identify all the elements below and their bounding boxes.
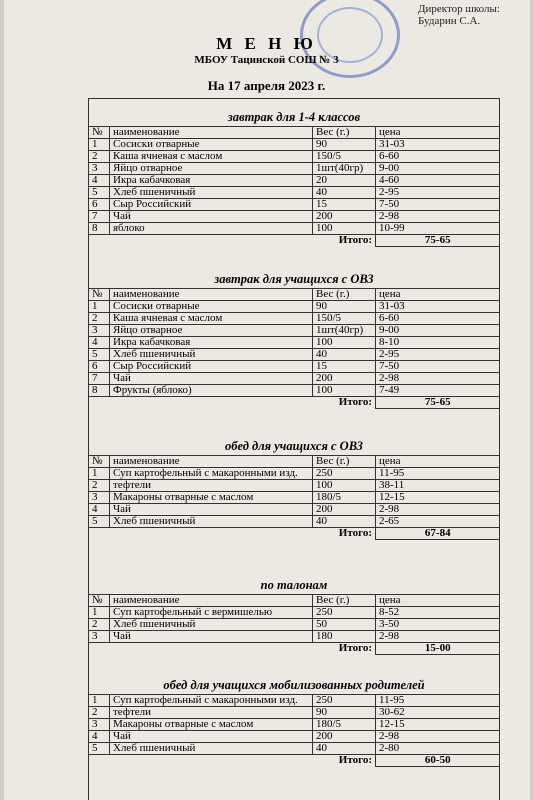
total-value: 67-84: [376, 528, 500, 540]
table-cell: 11-95: [376, 695, 500, 707]
table-row: [89, 349, 500, 361]
total-row: [89, 235, 500, 247]
total-label: Итого:: [338, 642, 372, 655]
table-cell: 90: [313, 707, 376, 719]
table-cell: 8-52: [376, 607, 500, 619]
table-cell: 15: [313, 199, 376, 211]
column-header: наименование: [110, 456, 313, 468]
menu-section: [88, 437, 500, 540]
table-row: [89, 187, 500, 199]
table-cell: Суп картофельный с макаронными изд.: [110, 695, 313, 707]
column-header: №: [89, 456, 110, 468]
total-value: 75-65: [376, 235, 500, 247]
table-cell: 7-50: [376, 199, 500, 211]
table-cell: 9-00: [376, 325, 500, 337]
table-cell: 250: [313, 468, 376, 480]
table-row: [89, 504, 500, 516]
table-cell: Макароны отварные с маслом: [110, 492, 313, 504]
table-cell: тефтели: [110, 707, 313, 719]
table-cell: 250: [313, 607, 376, 619]
table-cell: 2: [89, 480, 110, 492]
table-row: [89, 301, 500, 313]
table-cell: Суп картофельный с вермишелью: [110, 607, 313, 619]
table-cell: 180/5: [313, 719, 376, 731]
column-header: Вес (г.): [313, 595, 376, 607]
column-header: наименование: [110, 595, 313, 607]
table-cell: Сыр Российский: [110, 199, 313, 211]
table-cell: 7-50: [376, 361, 500, 373]
table-header-row: [89, 595, 500, 607]
table-cell: 2: [89, 313, 110, 325]
table-cell: 200: [313, 731, 376, 743]
table-cell: 31-03: [376, 301, 500, 313]
table-cell: Яйцо отварное: [110, 325, 313, 337]
table-cell: 8: [89, 385, 110, 397]
total-row: [89, 397, 500, 409]
section-title: обед для учащихся мобилизованных родителей: [163, 678, 425, 692]
table-cell: 100: [313, 480, 376, 492]
table-cell: 15: [313, 361, 376, 373]
table-cell: 90: [313, 139, 376, 151]
column-header: цена: [376, 289, 500, 301]
table-header-row: [89, 456, 500, 468]
table-cell: Хлеб пшеничный: [110, 349, 313, 361]
table-row: [89, 631, 500, 643]
table-header-row: [89, 127, 500, 139]
total-row: [89, 528, 500, 540]
table-cell: 1шт(40гр): [313, 325, 376, 337]
table-cell: 2: [89, 707, 110, 719]
table-cell: яблоко: [110, 223, 313, 235]
table-cell: 100: [313, 223, 376, 235]
section-title: обед для учащихся с ОВЗ: [225, 439, 363, 453]
table-cell: 3: [89, 631, 110, 643]
table-cell: Каша ячневая с маслом: [110, 151, 313, 163]
table-cell: 40: [313, 349, 376, 361]
table-cell: 4: [89, 337, 110, 349]
table-cell: 31-03: [376, 139, 500, 151]
column-header: цена: [376, 456, 500, 468]
total-label: Итого:: [338, 234, 372, 247]
table-cell: Яйцо отварное: [110, 163, 313, 175]
table-row: [89, 313, 500, 325]
table-cell: 180/5: [313, 492, 376, 504]
table-cell: 3-50: [376, 619, 500, 631]
total-row: [89, 643, 500, 655]
table-cell: Чай: [110, 373, 313, 385]
table-cell: 2-95: [376, 349, 500, 361]
table-cell: 50: [313, 619, 376, 631]
director-name: Бударин С.А.: [418, 15, 481, 27]
table-cell: 2: [89, 151, 110, 163]
section-title: по талонам: [260, 578, 328, 592]
column-header: наименование: [110, 289, 313, 301]
menu-table: [88, 594, 500, 655]
table-cell: Чай: [110, 631, 313, 643]
table-cell: 1: [89, 607, 110, 619]
table-cell: 2: [89, 619, 110, 631]
column-header: Вес (г.): [313, 456, 376, 468]
table-row: [89, 223, 500, 235]
total-row: [89, 755, 500, 767]
table-cell: 150/5: [313, 151, 376, 163]
table-cell: Хлеб пшеничный: [110, 743, 313, 755]
table-cell: 1шт(40гр): [313, 163, 376, 175]
section-title: завтрак для учащихся с ОВЗ: [214, 272, 374, 286]
table-cell: 38-11: [376, 480, 500, 492]
director-title: Директор школы:: [418, 3, 500, 15]
table-cell: 150/5: [313, 313, 376, 325]
table-cell: 12-15: [376, 492, 500, 504]
column-header: наименование: [110, 127, 313, 139]
table-cell: 2-98: [376, 504, 500, 516]
table-cell: Чай: [110, 731, 313, 743]
table-row: [89, 492, 500, 504]
table-row: [89, 385, 500, 397]
table-cell: 90: [313, 301, 376, 313]
table-cell: 200: [313, 504, 376, 516]
table-cell: 4: [89, 504, 110, 516]
table-cell: 3: [89, 492, 110, 504]
table-cell: 6: [89, 199, 110, 211]
page-title: М Е Н Ю: [216, 34, 317, 53]
table-cell: 4-60: [376, 175, 500, 187]
table-cell: Фрукты (яблоко): [110, 385, 313, 397]
table-cell: Хлеб пшеничный: [110, 187, 313, 199]
table-cell: 1: [89, 301, 110, 313]
menu-table: [88, 288, 500, 409]
table-cell: 7-49: [376, 385, 500, 397]
table-cell: 12-15: [376, 719, 500, 731]
table-cell: Икра кабачковая: [110, 337, 313, 349]
table-cell: 9-00: [376, 163, 500, 175]
table-cell: 2-80: [376, 743, 500, 755]
table-cell: 30-62: [376, 707, 500, 719]
table-cell: 100: [313, 385, 376, 397]
table-row: [89, 619, 500, 631]
menu-table: [88, 694, 500, 767]
total-label: Итого:: [338, 754, 372, 767]
table-cell: Икра кабачковая: [110, 175, 313, 187]
column-header: №: [89, 289, 110, 301]
table-cell: 8-10: [376, 337, 500, 349]
column-header: Вес (г.): [313, 289, 376, 301]
table-cell: 7: [89, 373, 110, 385]
total-value: 15-00: [376, 643, 500, 655]
table-cell: 20: [313, 175, 376, 187]
table-cell: 6-60: [376, 313, 500, 325]
table-cell: 5: [89, 187, 110, 199]
table-cell: 200: [313, 373, 376, 385]
menu-section: [88, 676, 500, 767]
total-label: Итого:: [338, 396, 372, 409]
school-name: МБОУ Тацинской СОШ № 3: [194, 54, 339, 66]
table-cell: Хлеб пшеничный: [110, 619, 313, 631]
table-cell: 2-98: [376, 631, 500, 643]
table-row: [89, 211, 500, 223]
table-row: [89, 373, 500, 385]
table-cell: 4: [89, 731, 110, 743]
table-row: [89, 175, 500, 187]
table-cell: 10-99: [376, 223, 500, 235]
table-row: [89, 480, 500, 492]
table-row: [89, 719, 500, 731]
total-value: 60-50: [376, 755, 500, 767]
table-cell: 5: [89, 743, 110, 755]
table-row: [89, 607, 500, 619]
table-cell: 2-98: [376, 211, 500, 223]
table-cell: Каша ячневая с маслом: [110, 313, 313, 325]
table-row: [89, 139, 500, 151]
table-cell: 4: [89, 175, 110, 187]
table-cell: Сосиски отварные: [110, 139, 313, 151]
menu-section: [88, 270, 500, 409]
table-cell: тефтели: [110, 480, 313, 492]
table-row: [89, 707, 500, 719]
table-cell: Макароны отварные с маслом: [110, 719, 313, 731]
table-cell: 3: [89, 325, 110, 337]
column-header: цена: [376, 127, 500, 139]
table-cell: 7: [89, 211, 110, 223]
table-cell: 2-95: [376, 187, 500, 199]
total-label: Итого:: [338, 527, 372, 540]
table-row: [89, 199, 500, 211]
table-row: [89, 325, 500, 337]
menu-section: [88, 576, 500, 655]
table-row: [89, 151, 500, 163]
menu-table: [88, 455, 500, 540]
table-row: [89, 361, 500, 373]
table-cell: 1: [89, 695, 110, 707]
table-cell: Суп картофельный с макаронными изд.: [110, 468, 313, 480]
director-signature: [418, 3, 500, 27]
table-cell: 200: [313, 211, 376, 223]
table-cell: 3: [89, 719, 110, 731]
table-cell: Хлеб пшеничный: [110, 516, 313, 528]
menu-table: [88, 126, 500, 247]
table-cell: 100: [313, 337, 376, 349]
total-value: 75-65: [376, 397, 500, 409]
table-cell: 1: [89, 468, 110, 480]
table-cell: 250: [313, 695, 376, 707]
menu-section: [88, 108, 500, 247]
table-row: [89, 695, 500, 707]
table-cell: 3: [89, 163, 110, 175]
table-row: [89, 468, 500, 480]
table-cell: 40: [313, 187, 376, 199]
table-cell: 1: [89, 139, 110, 151]
table-cell: Чай: [110, 504, 313, 516]
table-cell: 5: [89, 349, 110, 361]
table-cell: 2-65: [376, 516, 500, 528]
section-title: завтрак для 1-4 классов: [227, 110, 361, 124]
table-row: [89, 516, 500, 528]
table-row: [89, 337, 500, 349]
menu-date: На 17 апреля 2023 г.: [207, 78, 326, 93]
table-cell: 8: [89, 223, 110, 235]
table-cell: Сыр Российский: [110, 361, 313, 373]
column-header: №: [89, 595, 110, 607]
table-cell: 180: [313, 631, 376, 643]
table-cell: 11-95: [376, 468, 500, 480]
column-header: цена: [376, 595, 500, 607]
table-cell: Чай: [110, 211, 313, 223]
table-cell: 2-98: [376, 731, 500, 743]
table-cell: 6: [89, 361, 110, 373]
table-cell: Сосиски отварные: [110, 301, 313, 313]
column-header: №: [89, 127, 110, 139]
table-cell: 6-60: [376, 151, 500, 163]
column-header: Вес (г.): [313, 127, 376, 139]
table-row: [89, 743, 500, 755]
table-cell: 40: [313, 743, 376, 755]
table-row: [89, 163, 500, 175]
table-cell: 5: [89, 516, 110, 528]
table-row: [89, 731, 500, 743]
table-cell: 2-98: [376, 373, 500, 385]
table-header-row: [89, 289, 500, 301]
table-cell: 40: [313, 516, 376, 528]
